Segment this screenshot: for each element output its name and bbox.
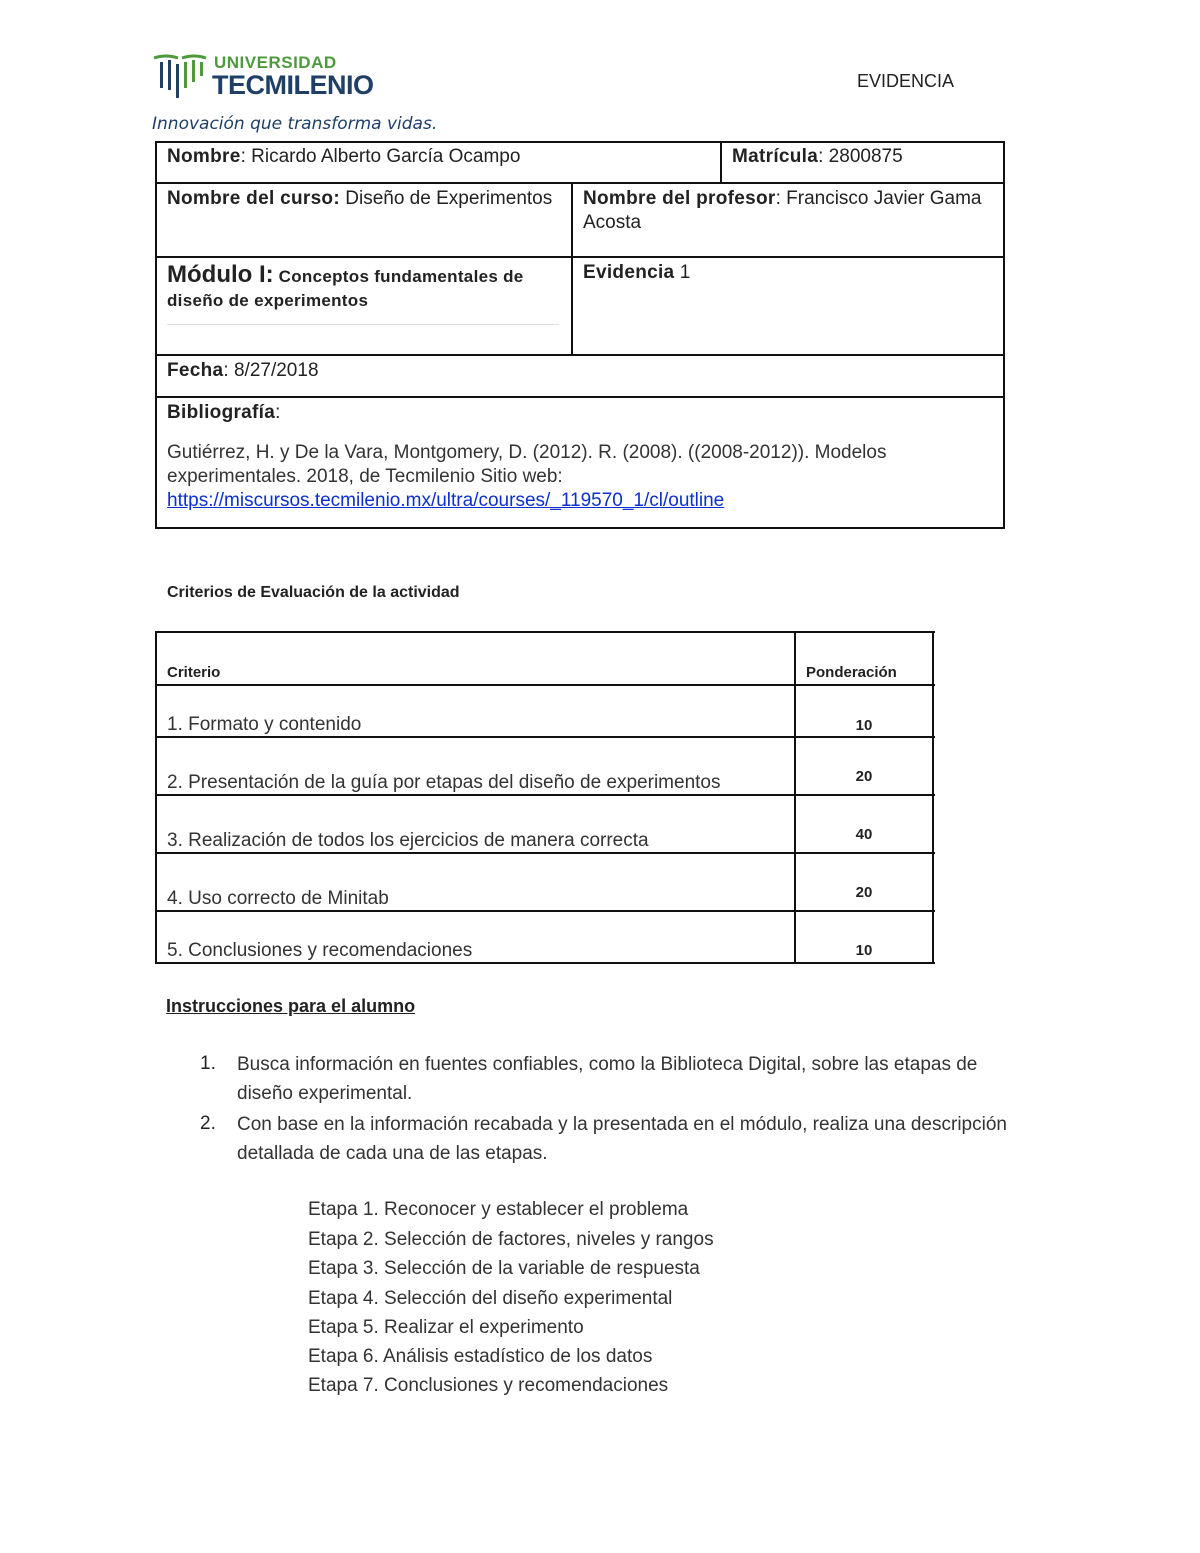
logo-tagline: Innovación que transforma vidas. (152, 114, 438, 134)
stage-item: Etapa 7. Conclusiones y recomendaciones (308, 1375, 669, 1396)
criteria-row-weight: 10 (855, 942, 873, 959)
stage-item: Etapa 1. Reconocer y establecer el problema (308, 1199, 689, 1220)
bibliography-colon: : (275, 402, 281, 423)
instruction-text: Con base en la información recabada y la presentada en el módulo, realiza una descripción detallada de cada una de las etapas. (237, 1114, 1007, 1164)
instruction-number: 1. (200, 1053, 216, 1074)
stage-item: Etapa 5. Realizar el experimento (308, 1317, 584, 1338)
criteria-row-label: 4. Uso correcto de Minitab (167, 888, 389, 909)
date-cell (157, 356, 997, 383)
professor-name-value: : Francisco Javier Gama Acosta (583, 188, 982, 233)
criteria-row-label: 2. Presentación de la guía por etapas del diseño de experimentos (167, 772, 721, 793)
module-label: Módulo I: (167, 261, 274, 288)
module-value: Conceptos fundamentales de diseño de experimentos (167, 267, 524, 310)
university-logo (152, 48, 438, 138)
student-name-value: : Ricardo Alberto García Ocampo (240, 146, 521, 167)
criteria-row-label: 1. Formato y contenido (167, 714, 362, 735)
bibliography-cell (157, 398, 1002, 513)
criteria-row-label: 3. Realización de todos los ejercicios de manera correcta (167, 830, 649, 851)
criteria-row-weight: 40 (855, 826, 873, 843)
student-name-cell (157, 142, 720, 169)
criteria-row-weight: 20 (855, 768, 873, 785)
stage-item: Etapa 4. Selección del diseño experimental (308, 1288, 673, 1309)
instruction-number: 2. (200, 1113, 216, 1134)
weight-column-header: Ponderación (806, 664, 897, 681)
criteria-row-weight: 20 (855, 884, 873, 901)
bibliography-link[interactable]: https://miscursos.tecmilenio.mx/ultra/courses/_119570_1/cl/outline (167, 490, 725, 511)
course-name-label: Nombre del curso: (167, 188, 340, 209)
document-type: EVIDENCIA (857, 71, 955, 91)
student-id-value: : 2800875 (818, 146, 903, 167)
stage-item: Etapa 2. Selección de factores, niveles y rangos (308, 1229, 714, 1250)
stage-item: Etapa 6. Análisis estadístico de los datos (308, 1346, 653, 1367)
professor-name-label: Nombre del profesor (583, 188, 776, 209)
evidence-label: Evidencia (583, 262, 675, 283)
professor-name-cell (573, 184, 993, 235)
criteria-title: Criterios de Evaluación de la actividad (167, 584, 460, 601)
course-name-cell (157, 184, 567, 211)
stage-item: Etapa 3. Selección de la variable de respuesta (308, 1258, 700, 1279)
student-id-label: Matrícula (732, 146, 819, 167)
date-value: : 8/27/2018 (223, 360, 319, 381)
date-label: Fecha (167, 360, 224, 381)
course-name-value: Diseño de Experimentos (339, 188, 553, 209)
student-name-label: Nombre (167, 146, 241, 167)
evidence-cell (573, 258, 993, 285)
criteria-column-header: Criterio (167, 664, 221, 681)
module-underline (167, 324, 559, 325)
module-cell (157, 260, 569, 313)
logo-university-label: UNIVERSIDAD (214, 53, 337, 72)
student-id-cell (722, 142, 1002, 169)
bibliography-text: Gutiérrez, H. y De la Vara, Montgomery, D. (2012). R. (2008). ((2008-2012)). Modelos experimentales. 2018, de Tecmilenio Sitio web: (167, 442, 887, 487)
logo-mark-icon (152, 52, 208, 100)
evidence-value: 1 (674, 262, 691, 283)
instruction-text: Busca información en fuentes confiables, como la Biblioteca Digital, sobre las etapas de diseño experimental. (237, 1054, 978, 1104)
criteria-row-weight: 10 (855, 717, 873, 734)
bibliography-label: Bibliografía (167, 402, 276, 423)
logo-name: TECMILENIO (212, 70, 374, 100)
instructions-title: Instrucciones para el alumno (166, 996, 416, 1016)
criteria-row-label: 5. Conclusiones y recomendaciones (167, 940, 473, 961)
